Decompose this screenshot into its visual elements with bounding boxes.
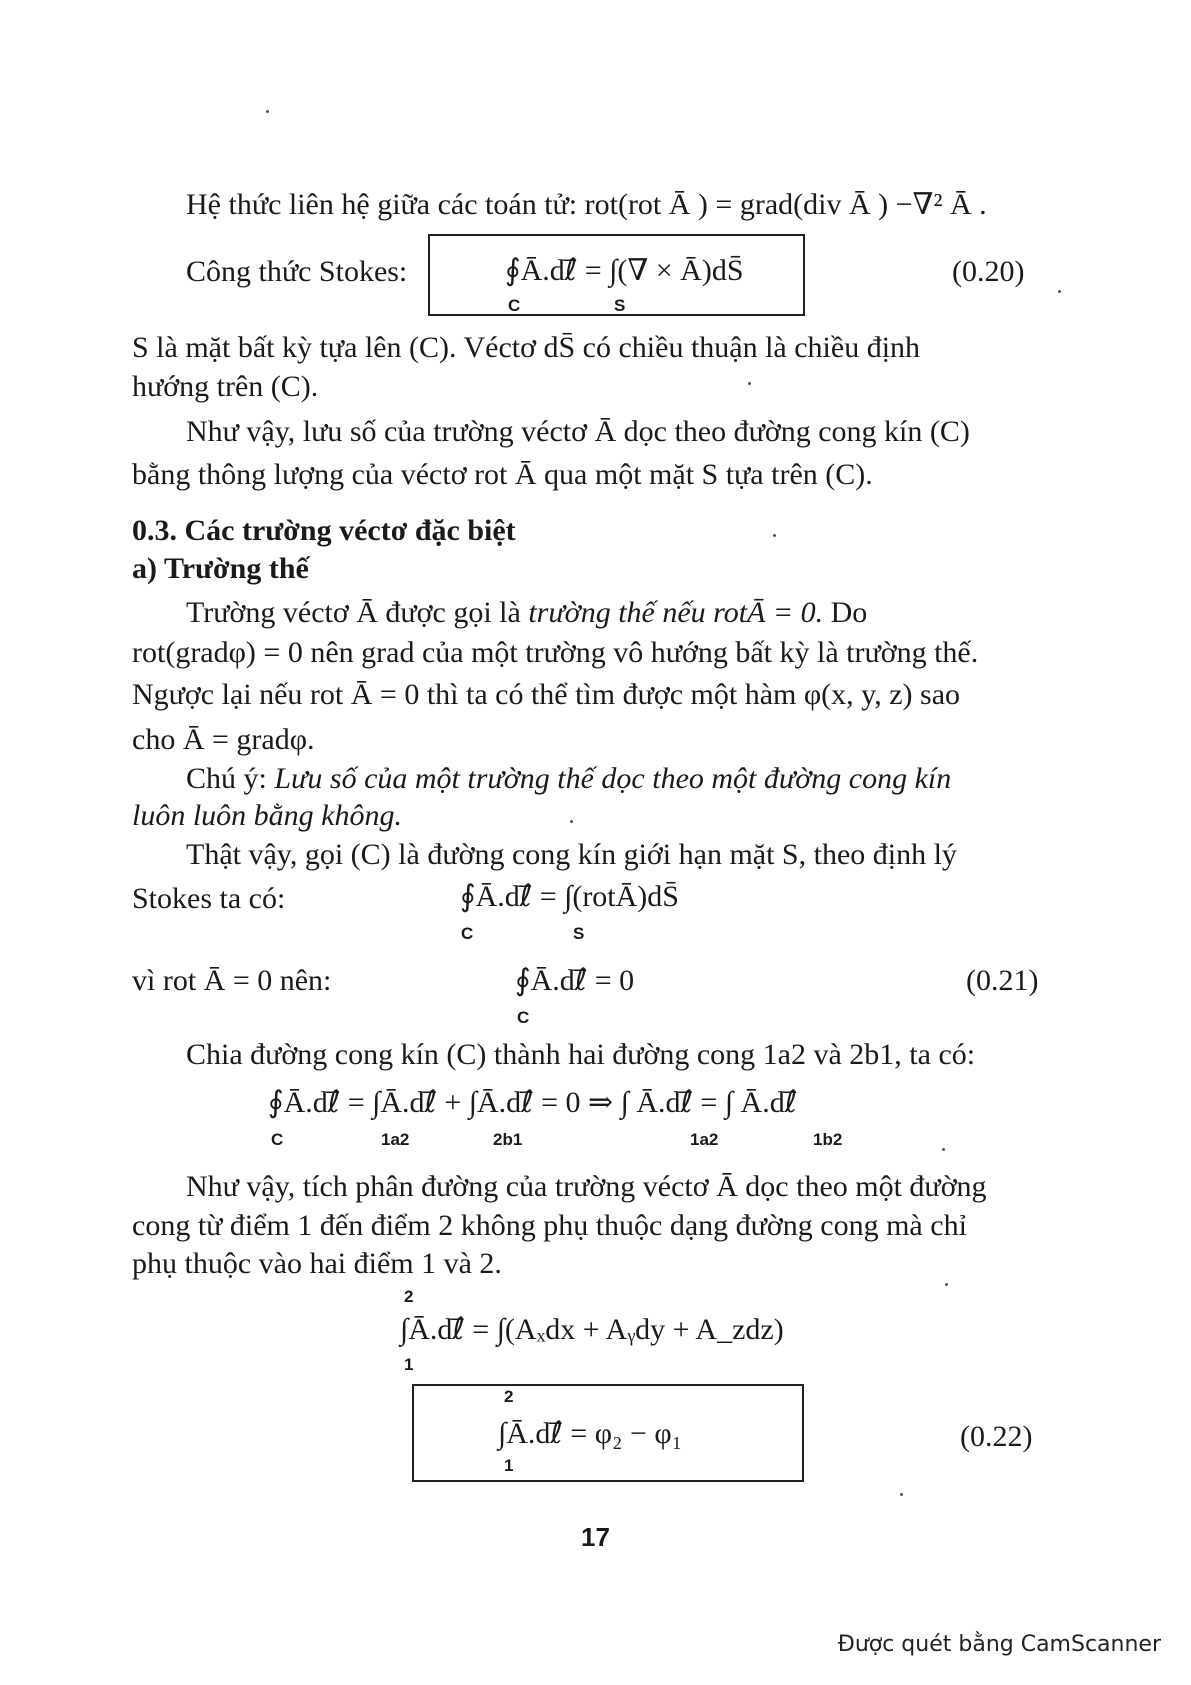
potential-field-definition: trường thế nếu rotĀ = 0. bbox=[528, 596, 824, 629]
note-text-1: Lưu số của một trường thế dọc theo một đường cong kín bbox=[266, 762, 952, 795]
equation-stokes-rot: ∮Ā.dℓ⃗ = ∫(rotĀ)dS̄ bbox=[460, 880, 679, 913]
equation-stokes-rot-sub-c: C bbox=[461, 924, 474, 943]
paragraph-3-line-3: Ngược lại nếu rot Ā = 0 thì ta có thể tìm được một hàm φ(x, y, z) sao bbox=[132, 678, 961, 711]
scan-speck bbox=[266, 110, 269, 113]
paragraph-1-line-1-text: S là mặt bất kỳ tựa lên (C). Véctơ dS̄ có chiều thuận là chiều định bbox=[132, 331, 921, 364]
paragraph-1-line-1 bbox=[132, 329, 1032, 367]
paragraph-6-line-1: Chia đường cong kín (C) thành hai đường cong 1a2 và 2b1, ta có: bbox=[186, 1038, 976, 1071]
equation-split: ∮Ā.dℓ⃗ = ∫Ā.dℓ⃗ + ∫Ā.dℓ⃗ = 0 ⇒ ∫ Ā.dℓ⃗ = ∫ Ā.dℓ⃗ bbox=[268, 1086, 798, 1119]
equation-020-sub-c: C bbox=[508, 296, 521, 315]
equation-split-sub-1b2: 1b2 bbox=[813, 1130, 843, 1149]
note-label: Chú ý: bbox=[186, 762, 267, 795]
scan-speck bbox=[748, 382, 751, 385]
paragraph-3-line-1 bbox=[186, 594, 867, 632]
paragraph-7-line-3: phụ thuộc vào hai điểm 1 và 2. bbox=[132, 1247, 502, 1280]
scan-speck bbox=[570, 820, 573, 823]
equation-020-sub-s: S bbox=[614, 296, 626, 315]
equation-022: ∫Ā.dℓ⃗ = φ₂ − φ₁ bbox=[498, 1417, 683, 1450]
paragraph-7-line-1: Như vậy, tích phân đường của trường véctơ Ā dọc theo một đường bbox=[186, 1170, 987, 1203]
p3-l1-end: Do bbox=[823, 596, 868, 629]
paragraph-7-line-2: cong từ điểm 1 đến điểm 2 không phụ thuộc dạng đường cong mà chỉ bbox=[132, 1209, 967, 1242]
equation-components-lim-bottom: 1 bbox=[404, 1355, 414, 1374]
scanner-watermark: Được quét bằng CamScanner bbox=[837, 1632, 1161, 1657]
equation-number-022: (0.22) bbox=[960, 1420, 1033, 1453]
equation-components-lim-top: 2 bbox=[404, 1287, 414, 1306]
equation-split-sub-2b1: 2b1 bbox=[493, 1130, 523, 1149]
note-line-2: luôn luôn bằng không. bbox=[132, 799, 402, 832]
equation-020: ∮Ā.dℓ⃗ = ∫(∇ × Ā)dS̄ bbox=[505, 254, 744, 287]
p3-l1-start: Trường véctơ Ā được gọi là bbox=[186, 596, 529, 629]
equation-split-sub-1a2-right: 1a2 bbox=[690, 1130, 719, 1149]
section-heading: 0.3. Các trường véctơ đặc biệt bbox=[132, 514, 516, 547]
equation-022-lim-top: 2 bbox=[504, 1387, 514, 1406]
paragraph-1-line-2: hướng trên (C). bbox=[132, 370, 319, 403]
scan-speck bbox=[945, 1283, 948, 1286]
scan-speck bbox=[773, 534, 776, 537]
equation-components: ∫Ā.dℓ⃗ = ∫(Aₓdx + Aᵧdy + A_zdz) bbox=[400, 1313, 784, 1346]
page-number: 17 bbox=[581, 1522, 610, 1552]
paragraph-2-line-1: Như vậy, lưu số của trường véctơ Ā dọc theo đường cong kín (C) bbox=[186, 415, 970, 448]
equation-021-sub-c: C bbox=[517, 1008, 530, 1027]
stokes-label: Công thức Stokes: bbox=[186, 255, 408, 288]
equation-021: ∮Ā.dℓ⃗ = 0 bbox=[515, 964, 635, 997]
operator-identity-line: Hệ thức liên hệ giữa các toán tử: rot(rot Ā ) = grad(div Ā ) −∇² Ā . bbox=[186, 188, 987, 221]
scan-speck bbox=[1058, 290, 1061, 293]
equation-022-lim-bottom: 1 bbox=[504, 1456, 514, 1475]
equation-number-020: (0.20) bbox=[952, 255, 1025, 288]
paragraph-4-line-1: Thật vậy, gọi (C) là đường cong kín giới hạn mặt S, theo định lý bbox=[186, 838, 957, 871]
equation-split-sub-1a2: 1a2 bbox=[381, 1130, 410, 1149]
equation-number-021: (0.21) bbox=[966, 964, 1039, 997]
scan-speck bbox=[942, 1148, 945, 1151]
subsection-heading: a) Trường thế bbox=[132, 552, 309, 585]
paragraph-3-line-4: cho Ā = gradφ. bbox=[132, 723, 315, 756]
paragraph-2-line-2: bằng thông lượng của véctơ rot Ā qua một mặt S tựa trên (C). bbox=[132, 458, 873, 491]
paragraph-5-lead: vì rot Ā = 0 nên: bbox=[132, 964, 332, 997]
paragraph-3-line-2: rot(gradφ) = 0 nên grad của một trường vô hướng bất kỳ là trường thế. bbox=[132, 636, 979, 669]
note-line-1 bbox=[186, 760, 951, 798]
scan-speck bbox=[900, 1493, 903, 1496]
equation-split-sub-c: C bbox=[271, 1130, 284, 1149]
paragraph-4-line-2: Stokes ta có: bbox=[132, 882, 286, 915]
equation-stokes-rot-sub-s: S bbox=[573, 924, 585, 943]
